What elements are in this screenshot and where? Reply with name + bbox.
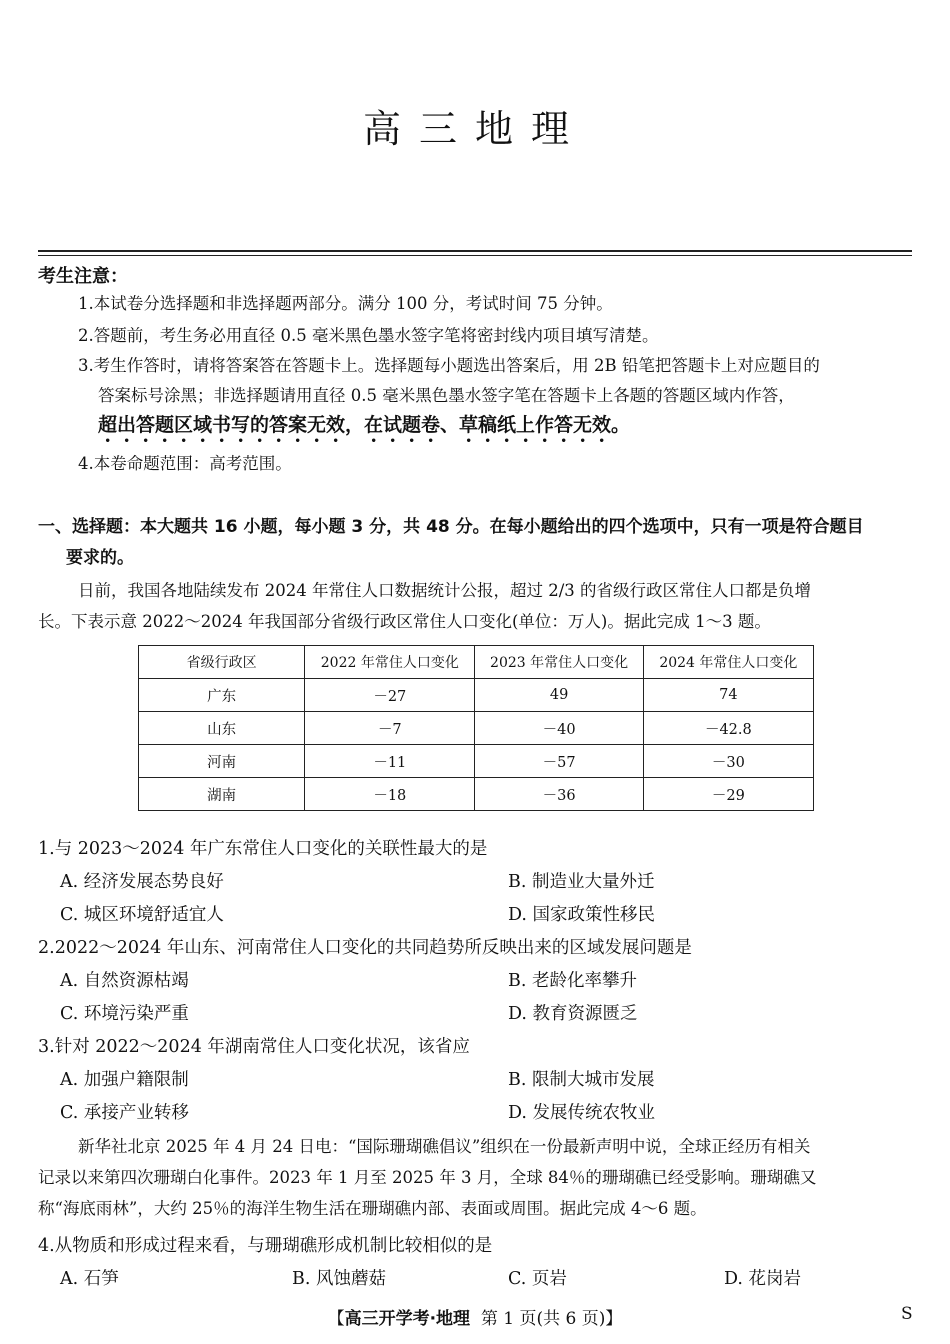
question-3-option-d[interactable]: D. 发展传统农牧业 [508,1103,656,1123]
passage-2 [38,1131,918,1224]
footer-exam-name: 高三开学考·地理 [344,1309,471,1329]
footer-bracket-close: 】 [605,1309,623,1329]
table-cell: 河南 [139,745,305,778]
passage-1 [38,575,918,637]
table-cell: －57 [475,745,643,778]
question-1-option-d[interactable]: D. 国家政策性移民 [508,905,656,925]
question-2-option-c[interactable]: C. 环境污染严重 [60,1004,189,1024]
question-4-option-b[interactable]: B. 风蚀蘑菇 [292,1269,386,1289]
page-title: 高三地理 [362,107,587,151]
table-cell: －29 [643,778,813,811]
notice-item-3: 3.考生作答时，请将答案答在答题卡上。选择题每小题选出答案后，用 2B 铅笔把答题卡上对应题目的 [78,356,820,375]
footer-bracket-open: 【 [327,1309,345,1329]
question-4-option-c[interactable]: C. 页岩 [508,1269,567,1289]
question-4-option-d[interactable]: D. 花岗岩 [724,1269,802,1289]
question-3-option-a[interactable]: A. 加强户籍限制 [60,1070,189,1090]
table-row [139,679,814,712]
population-table [138,645,814,811]
table-cell: －30 [643,745,813,778]
passage-2-line1: 新华社北京 2025 年 4 月 24 日电：“国际珊瑚礁倡议”组织在一份最新声明中说，全球正经历有相关 [78,1137,811,1156]
table-header: 省级行政区 [139,646,305,679]
table-cell: 山东 [139,712,305,745]
question-1-option-b[interactable]: B. 制造业大量外迁 [508,872,655,892]
question-2-stem: 2.2022～2024 年山东、河南常住人口变化的共同趋势所反映出来的区域发展问题是 [38,938,692,958]
question-1-stem: 1.与 2023～2024 年广东常住人口变化的关联性最大的是 [38,839,488,859]
question-3-stem: 3.针对 2022～2024 年湖南常住人口变化状况，该省应 [38,1037,470,1057]
question-3-option-c[interactable]: C. 承接产业转移 [60,1103,189,1123]
table-cell: －18 [305,778,475,811]
passage-1-line1: 日前，我国各地陆续发布 2024 年常住人口数据统计公报，超过 2/3 的省级行政区常住人口都是负增 [78,581,812,600]
table-cell: －36 [475,778,643,811]
passage-2-line2: 记录以来第四次珊瑚白化事件。2023 年 1 月至 2025 年 3 月，全球 84％的珊瑚礁已经受影响。珊瑚礁又 [38,1168,817,1187]
header-rule-thick [38,250,912,252]
notice-heading: 考生注意： [38,266,128,287]
question-1-option-c[interactable]: C. 城区环境舒适宜人 [60,905,224,925]
question-2-option-b[interactable]: B. 老龄化率攀升 [508,971,637,991]
notice-item-2: 2.答题前，考生务必用直径 0.5 毫米黑色墨水签字笔将密封线内项目填写清楚。 [78,326,659,345]
table-cell: －40 [475,712,643,745]
notice-item-4: 4.本卷命题范围：高考范围。 [78,454,292,473]
question-4-stem: 4.从物质和形成过程来看，与珊瑚礁形成机制比较相似的是 [38,1236,493,1256]
table-cell: －42.8 [643,712,813,745]
table-cell: －27 [305,679,475,712]
table-row [139,745,814,778]
footer-page-number: 第 1 页(共 6 页) [480,1309,606,1329]
section-heading-line1: 一、选择题：本大题共 16 小题，每小题 3 分，共 48 分。在每小题给出的四个选项中，只有一项是符合题目 [38,517,864,537]
notice-item-3-cont: 答案标号涂黑；非选择题请用直径 0.5 毫米黑色墨水签字笔在答题卡上各题的答题区域内作答， [98,386,795,405]
table-header: 2023 年常住人口变化 [475,646,643,679]
question-2-option-a[interactable]: A. 自然资源枯竭 [60,971,189,991]
table-header-row [139,646,814,679]
question-2-option-d[interactable]: D. 教育资源匮乏 [508,1004,638,1024]
question-1-option-a[interactable]: A. 经济发展态势良好 [60,872,224,892]
table-cell: 湖南 [139,778,305,811]
notice-item-1: 1.本试卷分选择题和非选择题两部分。满分 100 分，考试时间 75 分钟。 [78,294,613,313]
table-cell: －11 [305,745,475,778]
page-footer [0,1304,950,1329]
header-rule-thin [38,255,912,256]
table-cell: 74 [643,679,813,712]
table-row [139,778,814,811]
table-cell: －7 [305,712,475,745]
question-4-option-a[interactable]: A. 石笋 [60,1269,119,1289]
table-header: 2022 年常住人口变化 [305,646,475,679]
table-row [139,712,814,745]
section-heading [38,512,918,574]
question-3-option-b[interactable]: B. 限制大城市发展 [508,1070,655,1090]
section-heading-line2: 要求的。 [66,548,134,568]
notice-warning: 超出答题区域书写的答案无效，在试题卷、草稿纸上作答无效。 [98,414,631,436]
table-cell: 广东 [139,679,305,712]
table-cell: 49 [475,679,643,712]
passage-2-line3: 称“海底雨林”，大约 25％的海洋生物生活在珊瑚礁内部、表面或周围。据此完成 4～6 题。 [38,1199,707,1218]
passage-1-line2: 长。下表示意 2022～2024 年我国部分省级行政区常住人口变化(单位：万人)。据此完成 1～3 题。 [38,612,771,631]
table-header: 2024 年常住人口变化 [643,646,813,679]
footer-mark: S [901,1304,913,1324]
